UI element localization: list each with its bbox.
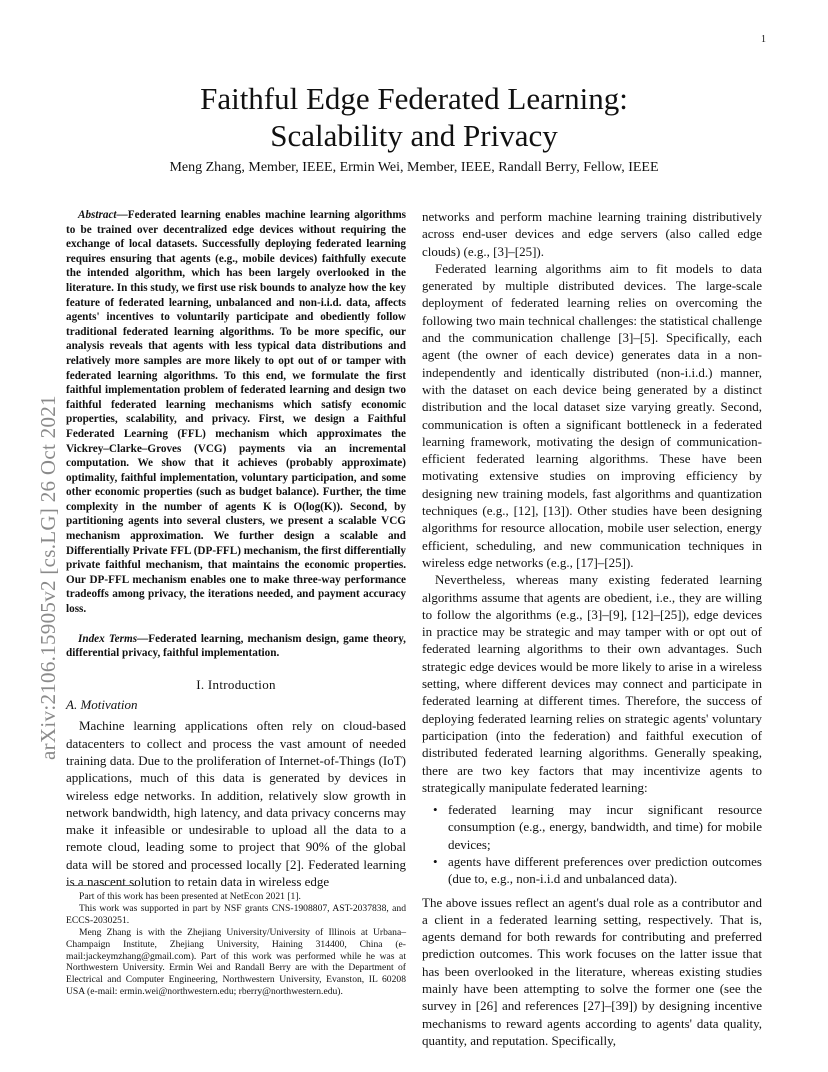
footnote-1: Part of this work has been presented at NetEcon 2021 [1].: [79, 891, 301, 902]
author-list: Meng Zhang, Member, IEEE, Ermin Wei, Member, IEEE, Randall Berry, Fellow, IEEE: [169, 160, 659, 175]
bullet-list: [422, 801, 762, 887]
footnote-rule: [66, 885, 136, 886]
footnote-3: Meng Zhang is with the Zhejiang University/University of Illinois at Urbana–Champaign Institute, Zhejiang University, Haining 314400, China (e-mail:jackeymzhang@gmail.com). Part of this work was performed while he was at Northwestern University. Ermin Wei and Randall Berry are with the Department of Electrical and Computer Engineering, Northwestern University, Evanston, IL 60208 USA (e-mail: ermin.wei@northwestern.edu; rberry@northwestern.edu).: [66, 926, 406, 998]
index-terms-label: Index Terms: [78, 632, 138, 645]
abstract: [66, 208, 406, 617]
abstract-label: Abstract: [78, 209, 117, 221]
bullet-icon: •: [433, 853, 438, 869]
bullet-text: federated learning may incur significant resource consumption (e.g., energy, bandwidth, and time) for mobile devices;: [448, 802, 762, 852]
title-line-1: Faithful Edge Federated Learning:: [200, 81, 628, 116]
abstract-text: —Federated learning enables machine learning algorithms to be trained over decentralized edge devices without requiring the exchange of local datasets. Successfully deploying federated learning requires ensuring that agents (e.g., mobile devices) faithfully execute the intended algorithm, which has been largely overlooked in the literature. In this study, we first use risk bounds to analyze how the key feature of federated learning, unbalanced and non-i.i.d. data, affects agents' incentives to voluntarily participate and obediently follow traditional federated learning algorithms. To be more specific, our analysis reveals that agents with less typical data distributions and relatively more samples are more likely to opt out of or tamper with federated learning algorithms. To this end, we formulate the first faithful implementation problem of federated learning and design two faithful federated learning mechanisms which satisfy economic properties, scalability, and privacy. First, we design a Faithful Federated Learning (FFL) mechanism which approximates the Vickrey–Clarke–Groves (VCG) payments via an incremental computation. We show that it achieves (probably approximate) optimality, faithful implementation, voluntary participation, and some other economic properties (such as budget balance). Further, the time complexity in the number of agents K is O(log(K)). Second, by partitioning agents into several clusters, we present a scalable VCG mechanism approximation. We further design a scalable and Differentially Private FFL (DP-FFL) mechanism, the first differentially private faithful mechanism, that maintains the economic properties. Our DP-FFL mechanism enables one to make three-way performance tradeoffs among privacy, the iterations needed, and payment accuracy loss.: [66, 209, 406, 616]
index-terms-text: —Federated learning, mechanism design, game theory, differential privacy, faithful implementation.: [66, 632, 406, 660]
footnotes: [66, 891, 406, 998]
index-terms: [66, 632, 406, 661]
page-number: 1: [761, 34, 766, 45]
title-line-2: Scalability and Privacy: [270, 118, 558, 153]
right-paragraph-3: Nevertheless, whereas many existing federated learning algorithms assume that agents are obedient, i.e., they are willing to follow the algorithms (e.g., [3]–[9], [12]–[25]), edge devices in practice may be strategic and may tamper with or opt out of federated learning algorithms to their own advantages. Such strategic edge devices would be more likely to arise in a wireless setting, where different devices may connect and participate in federated learning at different times. Therefore, the success of deploying federated learning relies on strategic agents' voluntary participation (into the federation) and faithful execution of distributed federated learning algorithms. Generally speaking, there are two key factors that may incentivize agents to strategically manipulate federated learning:: [422, 572, 762, 795]
bullet-text: agents have different preferences over prediction outcomes (due to, e.g., non-i.i.d and unbalanced data).: [448, 853, 762, 887]
right-paragraph-4: The above issues reflect an agent's dual role as a contributor and a client in a federated learning setting, respectively. That is, agents demand for both rewards for contributing and preferred prediction outcomes. This work focuses on the latter issue that has been overlooked in the literature, whereas existing studies mainly have been attempting to solve the former one (see the survey in [26] and references [27]–[39]) by designing incentive mechanisms to reward agents according to agents' data quality, quantity, and reputation. Specifically,: [422, 894, 762, 1048]
section-heading: I. Introduction: [196, 676, 276, 692]
right-column: [422, 208, 762, 1049]
bullet-item: [422, 853, 762, 888]
right-paragraph-1: networks and perform machine learning training distributively across end-user devices and edge servers (also called edge clouds) (e.g., [3]–[25]).: [422, 209, 762, 259]
intro-paragraph-1: Machine learning applications often rely on cloud-based datacenters to collect and process the vast amount of needed training data. Due to the proliferation of Internet-of-Things (IoT) applications, much of this data is generated by devices in wireless edge networks. In addition, relatively slow growth in network bandwidth, high latency, and data privacy concerns may make it infeasible or undesirable to upload all the data to a remote cloud, leading some to project that 90% of the global data will be stored and processed locally [2]. Federated learning is a nascent solution to retain data in wireless edge: [66, 718, 406, 890]
footnote-2: This work was supported in part by NSF grants CNS-1908807, AST-2037838, and ECCS-2030251.: [66, 902, 406, 926]
right-paragraph-2: Federated learning algorithms aim to fit models to data generated by multiple distributed devices. The large-scale deployment of federated learning relies on overcoming the following two main technical challenges: the statistical challenge and the communication challenge [3]–[5]. Specifically, each agent (the owner of each device) generates data in a non-independently and identically distributed (non-i.i.d.) manner, with the dataset on each device being generated by a distinct distribution and the local dataset size varying greatly. Second, communication is often a significant bottleneck in a federated learning framework, motivating the design of communication-efficient federated learning algorithms. These have been motivating extensive studies on improving efficiency by designing new training models, fast algorithms and quantization techniques (e.g., [12], [13]). Other studies have been designing algorithms for resource allocation, mobile user selection, energy efficient, scheduling, and new communication techniques in wireless edge networks (e.g., [17]–[25]).: [422, 260, 762, 570]
subsection-heading: A. Motivation: [66, 697, 138, 713]
bullet-icon: •: [433, 802, 438, 818]
arxiv-identifier: arXiv:2106.15905v2 [cs.LG] 26 Oct 2021: [36, 395, 60, 760]
bullet-item: [422, 801, 762, 853]
paper-title: [0, 80, 828, 154]
left-column: [66, 208, 406, 890]
